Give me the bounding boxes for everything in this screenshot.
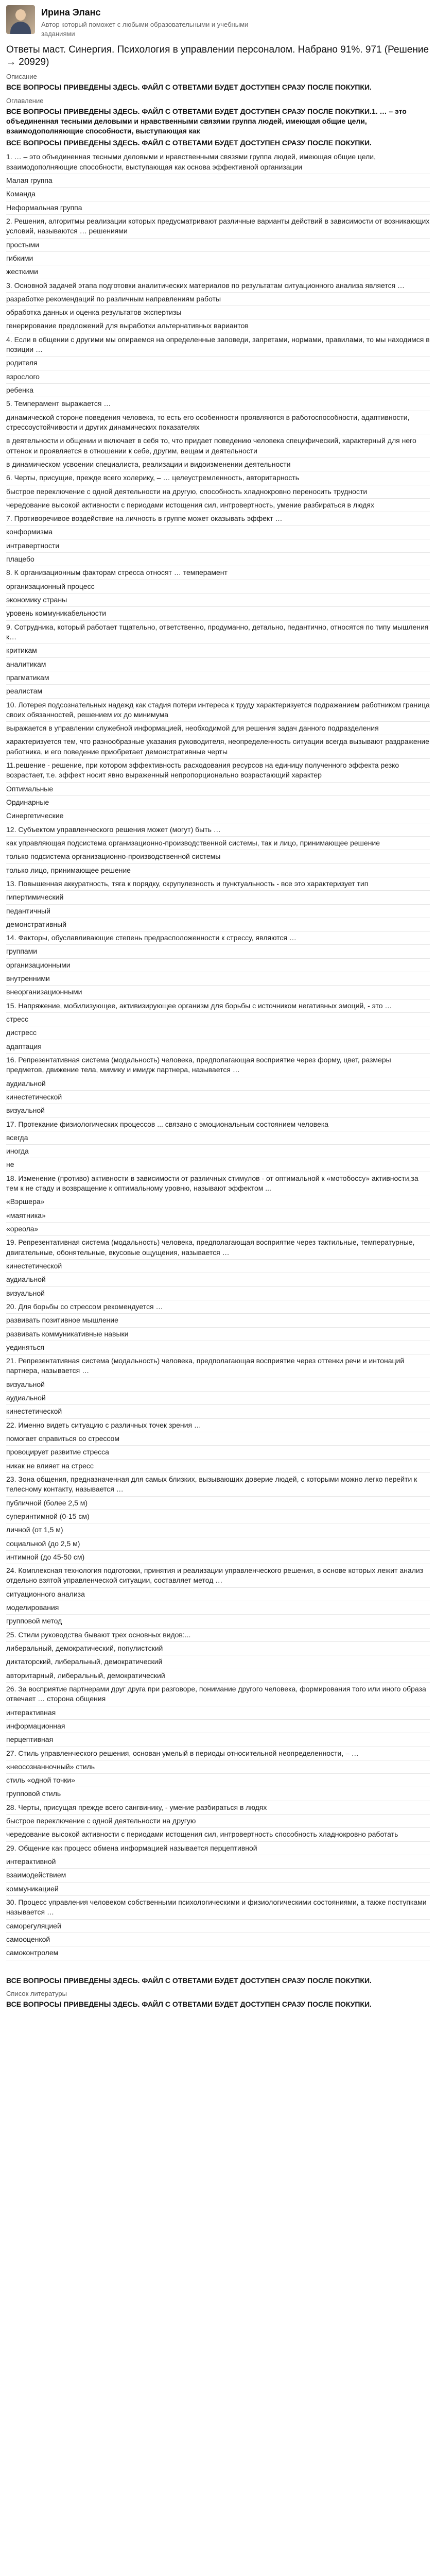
list-item: чередование высокой активности с периодами истощения сил, интровертность, умение разбираться в людях	[6, 499, 430, 512]
list-item: дистресс	[6, 1026, 430, 1040]
list-item: всегда	[6, 1131, 430, 1145]
list-item: родителя	[6, 357, 430, 370]
list-item: 20. Для борьбы со стрессом рекомендуется …	[6, 1300, 430, 1314]
list-item: 29. Общение как процесс обмена информацией называется перцептивной	[6, 1842, 430, 1855]
list-item: коммуникацией	[6, 1883, 430, 1896]
list-item: Малая группа	[6, 174, 430, 188]
list-item: либеральный, демократический, популистский	[6, 1642, 430, 1655]
list-item: 17. Протекание физиологических процессов ... связано с эмоциональным состоянием человека	[6, 1118, 430, 1131]
list-item: 7. Противоречивое воздействие на личность в группе может оказывать эффект …	[6, 512, 430, 526]
list-item: никак не влияет на стресс	[6, 1460, 430, 1473]
toc-notice: ВСЕ ВОПРОСЫ ПРИВЕДЕНЫ ЗДЕСЬ. ФАЙЛ С ОТВЕТАМИ БУДЕТ ДОСТУПЕН СРАЗУ ПОСЛЕ ПОКУПКИ.1. … – это объединенная тесными деловыми и нравственными связями группа людей, имеющая общие цели, взаимодополняющие способности, выступающая как	[6, 107, 407, 135]
list-item: 10. Лотерея подсознательных надежд как стадия потери интереса к труду характеризуется подражанием работником граница своих обязанностей, решением их до минимума	[6, 699, 430, 722]
list-item: 18. Изменение (противо) активности в зависимости от различных стимулов - от оптимальной к «мотобоссу» активности,за тем к не стаду и возвращение к оптимальному уровню, называют эффектом ...	[6, 1172, 430, 1196]
toc-notice-2: ВСЕ ВОПРОСЫ ПРИВЕДЕНЫ ЗДЕСЬ. ФАЙЛ С ОТВЕТАМИ БУДЕТ ДОСТУПЕН СРАЗУ ПОСЛЕ ПОКУПКИ.	[6, 138, 372, 147]
list-item: 22. Именно видеть ситуацию с различных точек зрения …	[6, 1419, 430, 1432]
list-item: Ординарные	[6, 796, 430, 809]
list-item: самооценкой	[6, 1933, 430, 1946]
list-item: стиль «одной точки»	[6, 1774, 430, 1787]
list-item: аналитикам	[6, 658, 430, 671]
list-item: авторитарный, либеральный, демократический	[6, 1669, 430, 1683]
list-item: 1. … – это объединенная тесными деловыми и нравственными связями группа людей, имеющая общие цели, взаимодополняющие способности, выступающая как основа эффективной организации	[6, 150, 430, 174]
list-item: Команда	[6, 188, 430, 201]
list-item: быстрое переключение с одной деятельности на другую	[6, 1815, 430, 1828]
literature-notice: ВСЕ ВОПРОСЫ ПРИВЕДЕНЫ ЗДЕСЬ. ФАЙЛ С ОТВЕТАМИ БУДЕТ ДОСТУПЕН СРАЗУ ПОСЛЕ ПОКУПКИ.	[6, 2000, 372, 2009]
list-item: только подсистема организационно-производственной системы	[6, 850, 430, 863]
list-item: интерактивная	[6, 1706, 430, 1720]
list-item: кинестетической	[6, 1405, 430, 1418]
list-item: стресс	[6, 1013, 430, 1026]
list-item: выражается в управлении служебной информацией, необходимой для решения задач данного подразделения	[6, 722, 430, 735]
list-item: развивать коммуникативные навыки	[6, 1328, 430, 1341]
list-item: «неосознанночный» стиль	[6, 1760, 430, 1774]
list-item: демонстративный	[6, 918, 430, 931]
author-name[interactable]: Ирина Эланс	[41, 7, 101, 18]
list-item: 4. Если в общении с другими мы опираемся на определенные заповеди, запретами, нормами, правилами, то мы находимся в позиции …	[6, 333, 430, 357]
list-item: внутренними	[6, 972, 430, 986]
list-item: 15. Напряжение, мобилизующее, активизирующее организм для борьбы с источником негативных эмоций, - это …	[6, 999, 430, 1013]
list-item: Синергетические	[6, 809, 430, 823]
list-item: 5. Темперамент выражается …	[6, 397, 430, 411]
list-item: ребенка	[6, 384, 430, 397]
list-item: конформизма	[6, 526, 430, 539]
list-item: гипертимический	[6, 891, 430, 904]
list-item: не	[6, 1158, 430, 1172]
list-item: 12. Субъектом управленческого решения может (могут) быть …	[6, 823, 430, 837]
list-item: групповой метод	[6, 1615, 430, 1628]
list-item: развивать позитивное мышление	[6, 1314, 430, 1327]
list-item: 21. Репрезентативная система (модальность) человека, предполагающая восприятие через оттенки речи и интонаций партнера, называется …	[6, 1354, 430, 1378]
list-item: саморегуляцией	[6, 1920, 430, 1933]
toc-label: Оглавление	[6, 96, 44, 105]
list-item: социальной (до 2,5 м)	[6, 1537, 430, 1551]
list-item: групповой стиль	[6, 1787, 430, 1801]
author-avatar[interactable]	[6, 5, 35, 34]
list-item: жесткими	[6, 265, 430, 279]
list-item: быстрое переключение с одной деятельности на другую, способность хладнокровно переносить трудности	[6, 485, 430, 499]
list-item: 19. Репрезентативная система (модальность) человека, предполагающая восприятие через тактильные, температурные, двигательные, обонятельные, вкусовые ощущения, называется …	[6, 1236, 430, 1260]
list-item: помогает справиться со стрессом	[6, 1432, 430, 1446]
list-item: как управляющая подсистема организационно-производственной системы, так и лицо, принимающее решение	[6, 837, 430, 850]
list-item: «ореола»	[6, 1223, 430, 1236]
list-item: интимной (до 45-50 см)	[6, 1551, 430, 1564]
list-item: визуальной	[6, 1378, 430, 1392]
list-item: 8. К организационным факторам стресса относят … темперамент	[6, 566, 430, 580]
list-item: характеризуется тем, что разнообразные указания руководителя, неопределенность ситуации всегда вызывают раздражение работника, и его поведение приобретает демонстративные черты	[6, 735, 430, 759]
list-item: в динамическом усвоении специалиста, реализации и видоизменении деятельности	[6, 458, 430, 471]
list-item: аудиальной	[6, 1077, 430, 1091]
list-item: перцептивная	[6, 1733, 430, 1747]
list-item: группами	[6, 945, 430, 958]
list-item: 6. Черты, присущие, прежде всего холерику, – … целеустремленность, авторитарность	[6, 471, 430, 485]
list-item: организационными	[6, 959, 430, 972]
list-item: 26. За восприятие партнерами друг друга при разговоре, понимание другого человека, формирования того или иного образа отвечает … сторона общения	[6, 1683, 430, 1706]
list-item: информационная	[6, 1720, 430, 1733]
description-notice: ВСЕ ВОПРОСЫ ПРИВЕДЕНЫ ЗДЕСЬ. ФАЙЛ С ОТВЕТАМИ БУДЕТ ДОСТУПЕН СРАЗУ ПОСЛЕ ПОКУПКИ.	[6, 83, 372, 92]
list-item: взрослого	[6, 370, 430, 384]
list-item: динамической стороне поведения человека, то есть его особенности проявляются в работоспособности, адаптивности, стрессоустойчивости и других динамических показателях	[6, 411, 430, 435]
author-description: Автор который поможет с любыми образовательными и учебными заданиями	[41, 20, 249, 38]
footer-notice: ВСЕ ВОПРОСЫ ПРИВЕДЕНЫ ЗДЕСЬ. ФАЙЛ С ОТВЕТАМИ БУДЕТ ДОСТУПЕН СРАЗУ ПОСЛЕ ПОКУПКИ.	[6, 1976, 372, 1985]
list-item: 11.решение - решение, при котором эффективность расходования ресурсов на единицу полученного эффекта резко возрастает, т.е. эффект носит явно выраженный непропорционально возрастающий характер	[6, 759, 430, 783]
list-item: в деятельности и общении и включает в себя то, что придает поведению человека специфический, характерный для него оттенок и проявляется в отношении к себе, другим, вещам и деятельности	[6, 434, 430, 458]
question-list	[6, 150, 430, 1960]
list-item: 27. Стиль управленческого решения, основан умелый в периоды относительной неопределенности, – …	[6, 1747, 430, 1760]
list-item: критикам	[6, 644, 430, 657]
list-item: 30. Процесс управления человеком собственными психологическими и физиологическими состояниями, а также поступками называется …	[6, 1896, 430, 1920]
list-item: 23. Зона общения, предназначенная для самых близких, вызывающих доверие людей, с которыми можно легко перейти к телесному контакту, называется …	[6, 1473, 430, 1497]
list-item: моделирования	[6, 1601, 430, 1615]
list-item: ситуационного анализа	[6, 1588, 430, 1601]
list-item: визуальной	[6, 1287, 430, 1300]
list-item: 2. Решения, алгоритмы реализации которых предусматривают различные варианты действий в зависимости от возникающих условий, называются … решениями	[6, 215, 430, 239]
list-item: 28. Черты, присущая прежде всего сангвинику, - умение разбираться в людях	[6, 1801, 430, 1815]
list-item: гибкими	[6, 252, 430, 265]
list-item: организационный процесс	[6, 580, 430, 594]
list-item: прагматикам	[6, 671, 430, 685]
list-item: генерирование предложений для выработки альтернативных вариантов	[6, 319, 430, 333]
list-item: педантичный	[6, 905, 430, 918]
list-item: «Вэршера»	[6, 1195, 430, 1209]
list-item: 14. Факторы, обуславливающие степень предрасположенности к стрессу, являются …	[6, 931, 430, 945]
list-item: 3. Основной задачей этапа подготовки аналитических материалов по результатам ситуационного анализа является …	[6, 279, 430, 293]
list-item: реалистам	[6, 685, 430, 698]
list-item: интерактивной	[6, 1855, 430, 1869]
list-item: 24. Комплексная технология подготовки, принятия и реализации управленческого решения, в основе которых лежит анализ отдельно взятой управленческой ситуации, составляет метод …	[6, 1564, 430, 1588]
list-item: плацебо	[6, 553, 430, 566]
list-item: самоконтролем	[6, 1946, 430, 1960]
list-item: Оптимальные	[6, 783, 430, 796]
list-item: уединяться	[6, 1341, 430, 1354]
list-item: простыми	[6, 239, 430, 252]
list-item: «маятника»	[6, 1209, 430, 1223]
list-item: личной (от 1,5 м)	[6, 1523, 430, 1537]
list-item: уровень коммуникабельности	[6, 607, 430, 620]
list-item: 13. Повышенная аккуратность, тяга к порядку, скрупулезность и пунктуальность - все это характеризует тип	[6, 877, 430, 891]
list-item: чередование высокой активности с периодами истощения сил, интровертность способность хладнокровно работать	[6, 1828, 430, 1841]
page-title: Ответы маст. Синергия. Психология в управлении персоналом. Набрано 91%. 971 (Решение → 20929)	[6, 44, 429, 68]
list-item: публичной (более 2,5 м)	[6, 1497, 430, 1510]
list-item: провоцирует развитие стресса	[6, 1446, 430, 1459]
list-item: разработке рекомендаций по различным направлениям работы	[6, 293, 430, 306]
list-item: суперинтимной (0-15 см)	[6, 1510, 430, 1523]
list-item: диктаторский, либеральный, демократический	[6, 1655, 430, 1669]
list-item: адаптация	[6, 1040, 430, 1054]
list-item: 9. Сотрудника, который работает тщательно, ответственно, продуманно, детально, педантично, относятся по типу мышления к…	[6, 621, 430, 645]
literature-label: Список литературы	[6, 1990, 67, 1998]
list-item: визуальной	[6, 1104, 430, 1117]
list-item: экономику страны	[6, 594, 430, 607]
list-item: аудиальной	[6, 1392, 430, 1405]
list-item: иногда	[6, 1145, 430, 1158]
author-card	[6, 5, 430, 39]
list-item: обработка данных и оценка результатов экспертизы	[6, 306, 430, 319]
list-item: 16. Репрезентативная система (модальность) человека, предполагающая восприятие через форму, цвет, размеры предметов, движение тела, мимику и имидж партнера, называется …	[6, 1054, 430, 1077]
list-item: взаимодействием	[6, 1869, 430, 1882]
list-item: интравертности	[6, 539, 430, 553]
description-label: Описание	[6, 73, 37, 81]
list-item: кинестетической	[6, 1260, 430, 1273]
list-item: только лицо, принимающее решение	[6, 864, 430, 877]
list-item: аудиальной	[6, 1273, 430, 1286]
list-item: кинестетической	[6, 1091, 430, 1104]
list-item: 25. Стили руководства бывают трех основных видов:...	[6, 1629, 430, 1642]
list-item: внеорганизационными	[6, 986, 430, 999]
list-item: Неформальная группа	[6, 201, 430, 215]
